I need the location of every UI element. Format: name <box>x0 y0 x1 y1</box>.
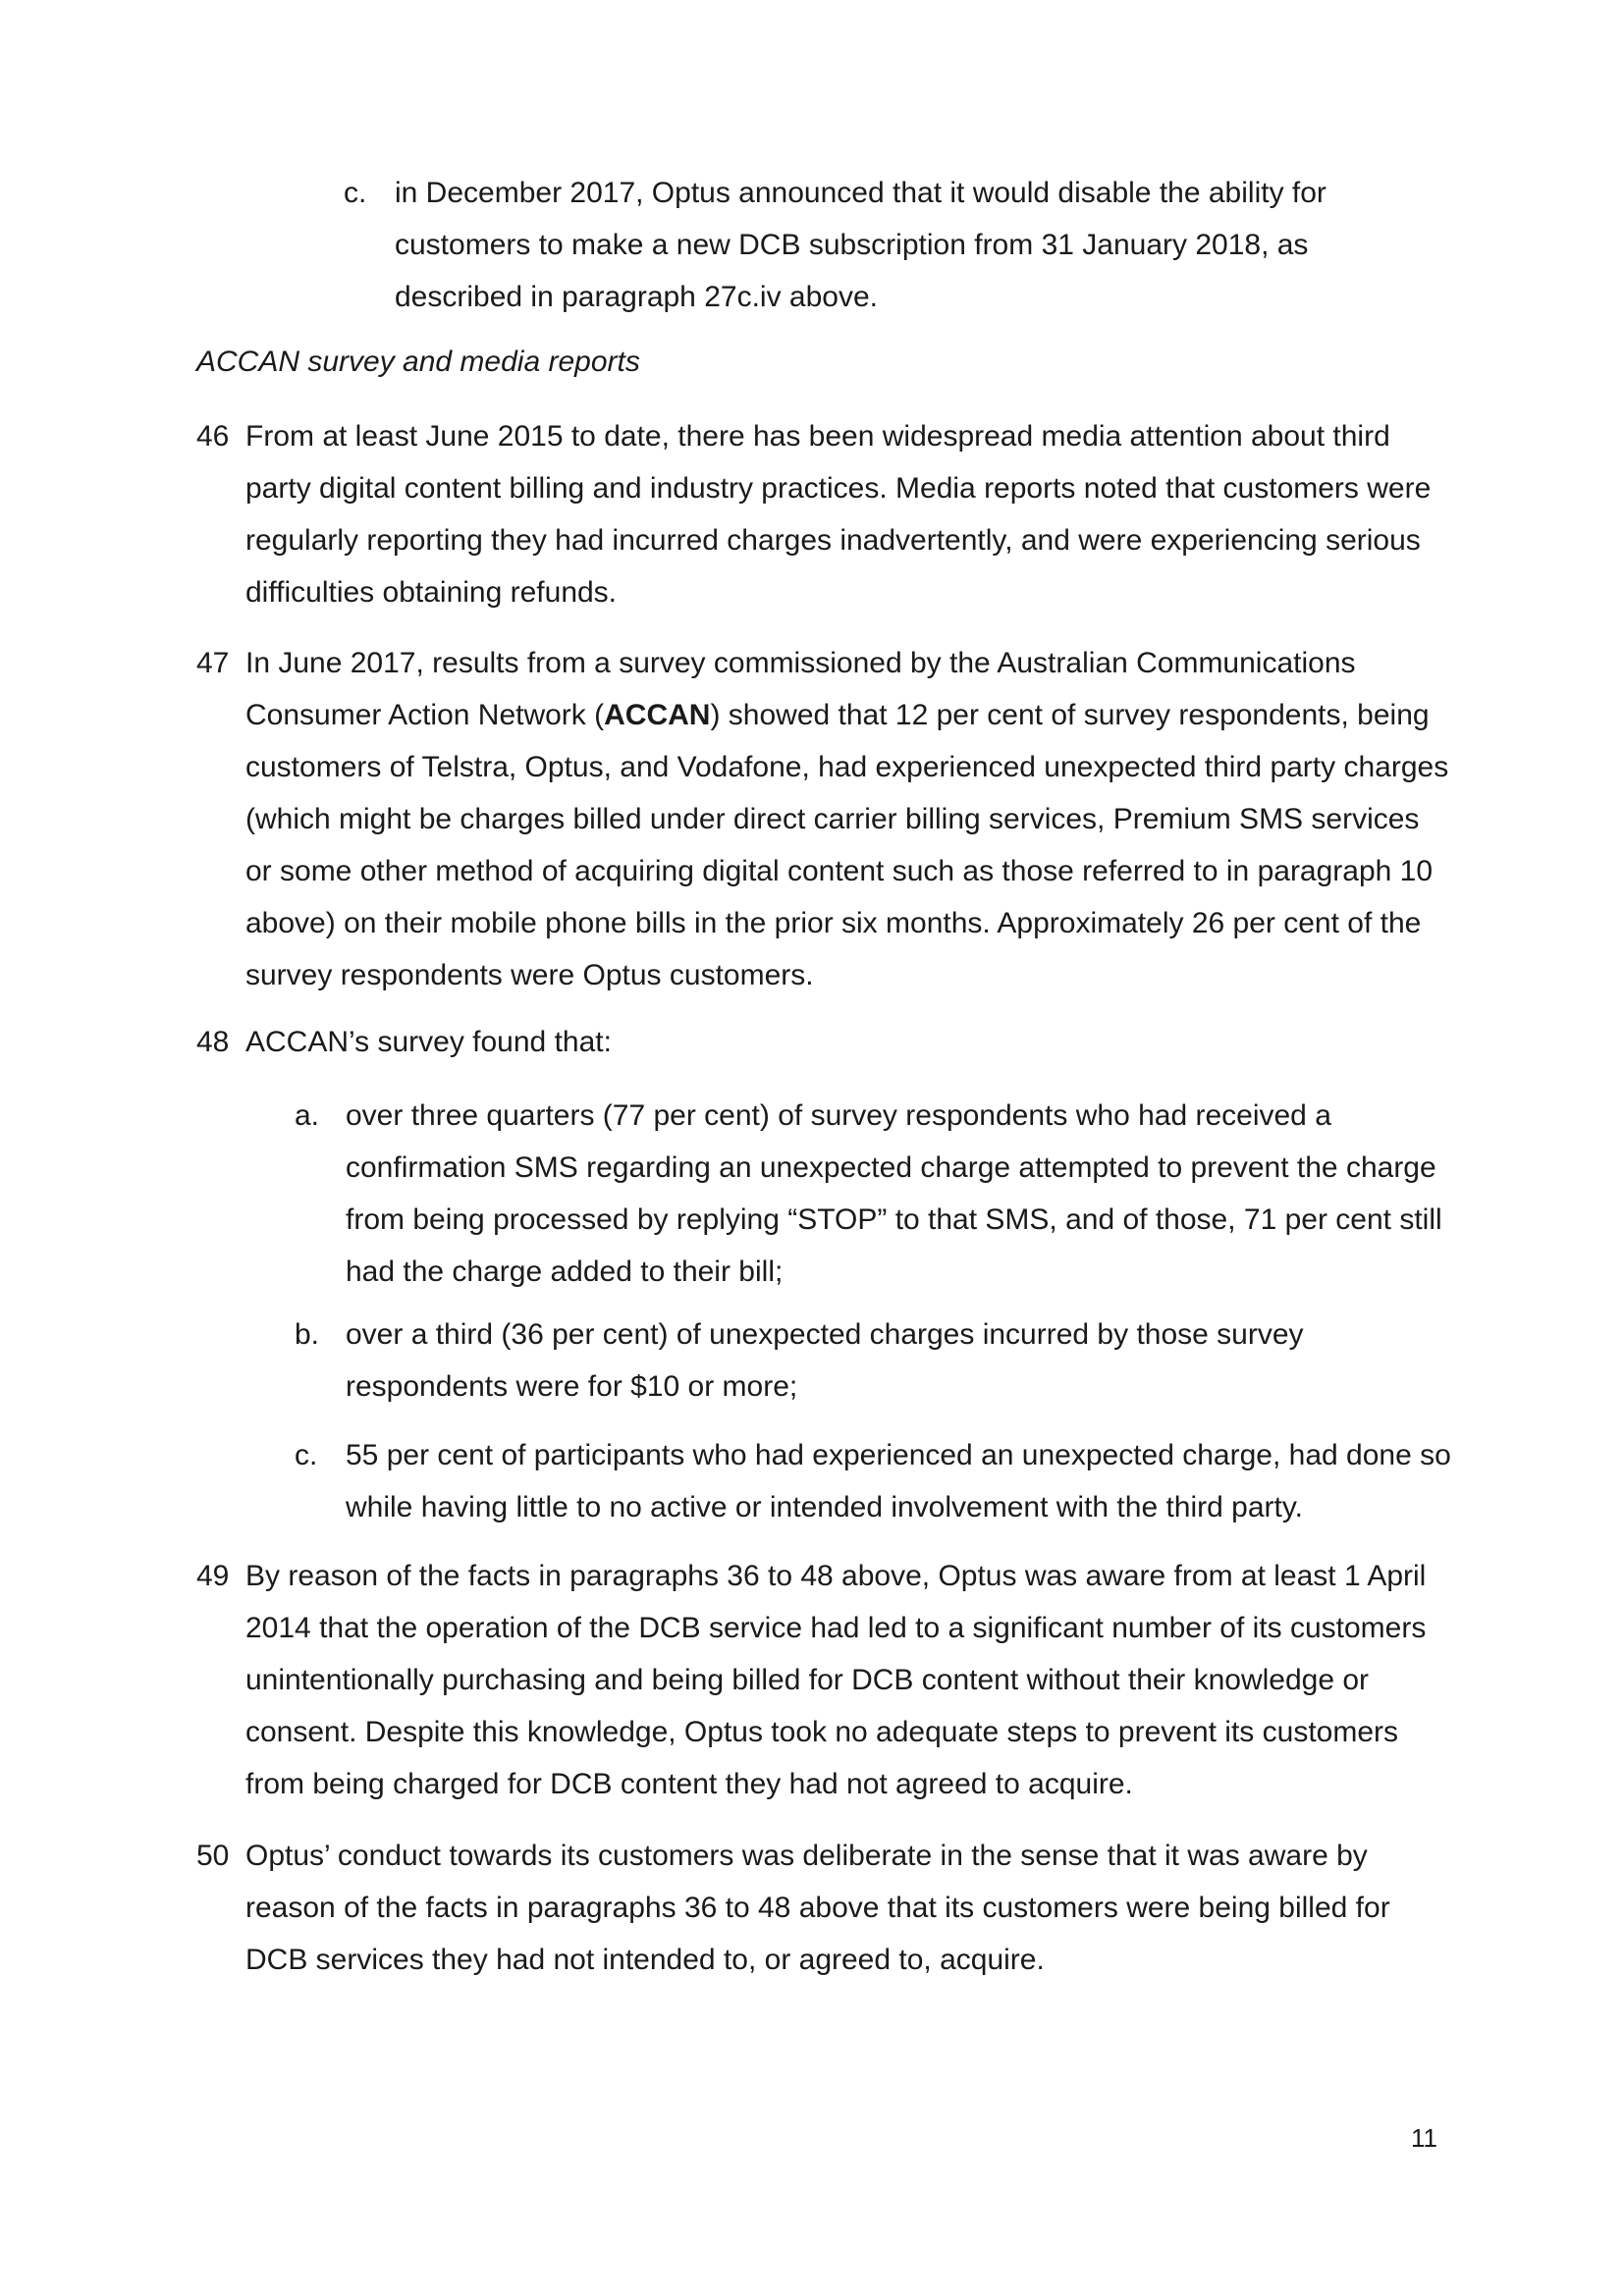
paragraph-text: Optus’ conduct towards its customers was deliberate in the sense that it was aware by reason of the facts in paragraphs 36 to 48 above that its customers were being billed for DCB services they had not intended to, or agreed to, acquire. <box>245 1840 1390 1976</box>
paragraph-text: From at least June 2015 to date, there has been widespread media attention about third party digital content billing and industry practices. Media reports noted that customers were regularly reporting they had incurred charges inadvertently, and were experiencing serious difficulties obtaining refunds. <box>245 420 1432 609</box>
paragraph-46 <box>196 410 1453 618</box>
paragraph-number: 47 <box>196 647 230 679</box>
paragraph-47 <box>196 637 1453 1001</box>
paragraph-49 <box>196 1550 1453 1810</box>
list-item-b <box>295 1308 1453 1413</box>
list-item-text: in December 2017, Optus announced that it would disable the ability for customers to make a new DCB subscription from 31 January 2018, as described in paragraph 27c.iv above. <box>395 177 1326 313</box>
defined-term: ACCAN <box>604 699 711 731</box>
list-item-label: b. <box>295 1318 320 1351</box>
section-heading: ACCAN survey and media reports <box>196 346 640 378</box>
paragraph-50 <box>196 1830 1453 1986</box>
list-item-label: c. <box>344 177 367 209</box>
paragraph-number: 49 <box>196 1560 230 1592</box>
paragraph-text: ACCAN’s survey found that: <box>245 1026 612 1058</box>
list-item-label: c. <box>295 1439 318 1471</box>
paragraph-number: 48 <box>196 1026 230 1058</box>
list-item-a <box>295 1090 1453 1298</box>
paragraph-number: 50 <box>196 1840 230 1872</box>
paragraph-48 <box>196 1016 1453 1068</box>
paragraph-text-after: ) showed that 12 per cent of survey respondents, being customers of Telstra, Optus, and Vodafone, had experienced unexpected third party charges (which might be charges billed under direct carrier billing services, Premium SMS services or some other method of acquiring digital content such as those referred to in paragraph 10 above) on their mobile phone bills in the prior six months. Approximately 26 per cent of the survey respondents were Optus customers. <box>245 699 1449 991</box>
paragraph-text <box>245 637 1453 1001</box>
list-item-text: 55 per cent of participants who had experienced an unexpected charge, had done so while having little to no active or intended involvement with the third party. <box>346 1439 1451 1523</box>
paragraph-text: By reason of the facts in paragraphs 36 to 48 above, Optus was aware from at least 1 April 2014 that the operation of the DCB service had led to a significant number of its customers unintentionally purchasing and being billed for DCB content without their knowledge or consent. Despite this knowledge, Optus took no adequate steps to prevent its customers from being charged for DCB content they had not agreed to acquire. <box>245 1560 1427 1800</box>
list-item-text: over three quarters (77 per cent) of survey respondents who had received a confirmation SMS regarding an unexpected charge attempted to prevent the charge from being processed by replying “STOP” to that SMS, and of those, 71 per cent still had the charge added to their bill; <box>346 1099 1442 1288</box>
list-item-c-top <box>344 167 1384 323</box>
list-item-label: a. <box>295 1099 320 1132</box>
list-item-text: over a third (36 per cent) of unexpected charges incurred by those survey respondents were for $10 or more; <box>346 1318 1304 1403</box>
paragraph-text-before: In June 2017, results from a survey commissioned by the Australian Communications Consumer Action Network ( <box>245 647 1356 731</box>
list-item-c <box>295 1429 1453 1533</box>
page-number: 11 <box>1411 2123 1437 2153</box>
paragraph-number: 46 <box>196 420 230 453</box>
